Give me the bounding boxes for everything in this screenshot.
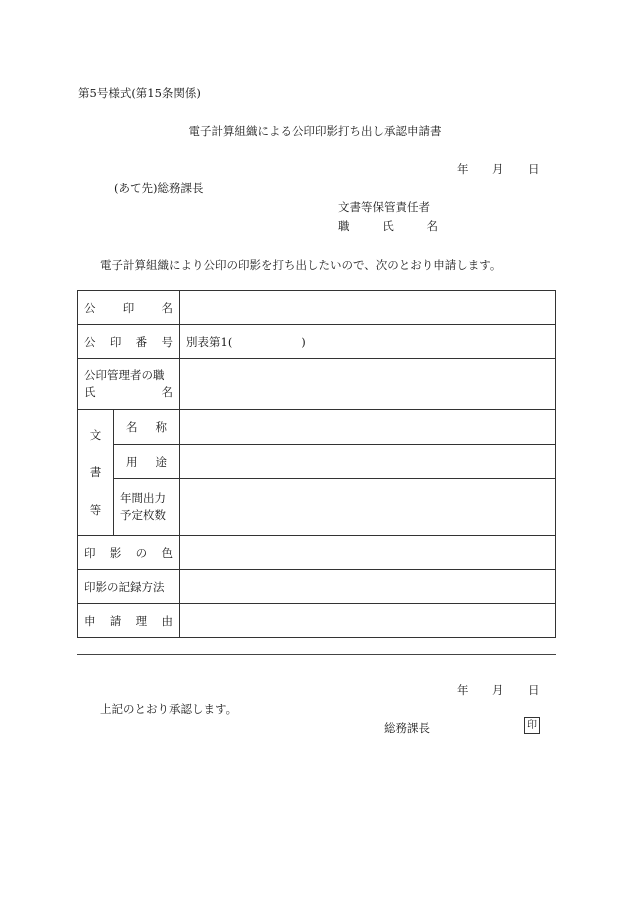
manager-field[interactable] xyxy=(180,359,556,410)
document-count-label: 年間出力 予定枚数 xyxy=(114,479,180,536)
approval-text: 上記のとおり承認します。 xyxy=(100,702,238,716)
record-method-label: 印影の記録方法 xyxy=(78,570,180,604)
reason-field[interactable] xyxy=(180,604,556,638)
section-divider xyxy=(77,654,556,655)
form-number: 第5号様式(第15条関係) xyxy=(78,86,201,100)
document-name-label: 名 称 xyxy=(114,410,180,445)
approver-title: 総務課長 xyxy=(384,721,430,735)
date-day-label: 日 xyxy=(528,162,540,176)
addressee: (あて先)総務課長 xyxy=(114,181,204,195)
seal-name-field[interactable] xyxy=(180,291,556,325)
approval-year-label: 年 xyxy=(457,683,469,697)
document-name-field[interactable] xyxy=(180,410,556,445)
reason-label: 申 請 理 由 xyxy=(78,604,180,638)
approval-month-label: 月 xyxy=(492,683,504,697)
record-method-field[interactable] xyxy=(180,570,556,604)
seal-name-label: 公 印 名 xyxy=(78,291,180,325)
seal-stamp-box: 印 xyxy=(524,717,540,734)
applicant-title: 文書等保管責任者 xyxy=(338,200,430,214)
manager-label: 公印管理者の職 氏 名 xyxy=(78,359,180,410)
date-year-label: 年 xyxy=(457,162,469,176)
date-month-label: 月 xyxy=(492,162,504,176)
intro-text: 電子計算組織により公印の印影を打ち出したいので、次のとおり申請します。 xyxy=(100,258,502,272)
approval-day-label: 日 xyxy=(528,683,540,697)
document-count-field[interactable] xyxy=(180,479,556,536)
document-use-field[interactable] xyxy=(180,445,556,479)
seal-number-label: 公 印 番 号 xyxy=(78,325,180,359)
document-use-label: 用 途 xyxy=(114,445,180,479)
seal-color-field[interactable] xyxy=(180,536,556,570)
document-group-label: 文 書 等 xyxy=(78,410,114,536)
applicant-name-label: 職 氏 名 xyxy=(338,219,438,233)
seal-number-field[interactable]: 別表第1( ) xyxy=(180,325,556,359)
application-table xyxy=(77,290,556,638)
document-title: 電子計算組織による公印印影打ち出し承認申請書 xyxy=(188,124,442,138)
seal-color-label: 印 影 の 色 xyxy=(78,536,180,570)
